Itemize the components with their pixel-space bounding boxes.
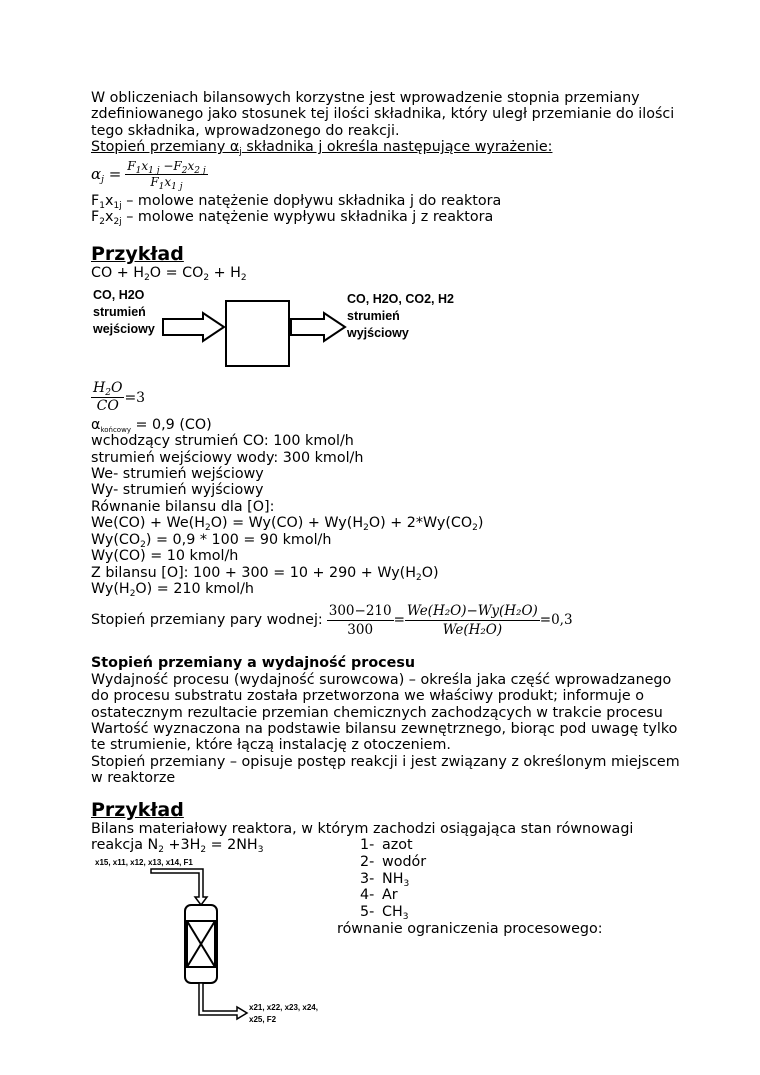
yield-line-5: te strumienie, które łączą instalację z otoczeniem. — [91, 737, 451, 754]
definition-f2x2j: $F_2x_{2j}$ – molowe natężenie wypływu składnika j z reaktora — [91, 209, 494, 228]
conversion-formula: $\alpha_j$ = $\frac{F_1x_{1 j} -F_2x_{2 j}}{F_1x_{1 j}}$ — [91, 159, 206, 193]
example-heading-2: Przykład — [91, 798, 184, 821]
yield-line-7: w reaktorze — [91, 770, 176, 787]
reaction-1: CO + $H_2O = CO_2 + H_2$ — [91, 265, 247, 284]
inlet-arrow — [163, 313, 224, 341]
example-heading-1: Przykład — [91, 243, 184, 266]
reactor-outlet-arrow — [199, 983, 247, 1019]
steam-conversion-line: Stopień przemiany pary wodnej: $\frac{300-210}{300}$ = $\frac{\text{We(H₂O)−Wy(H₂O)}}{\text{We(H₂O)}}$ =0,3 — [91, 602, 573, 638]
flow-diagram — [91, 287, 681, 377]
constraint-equation-label: równanie ograniczenia procesowego: — [337, 921, 603, 938]
yield-line-4: Wartość wyznaczona na podstawie bilansu zewnętrznego, biorąc pod uwagę tylko — [91, 720, 678, 737]
reactor-box — [226, 301, 289, 366]
intro-line-1: W obliczeniach bilansowych korzystne jest wprowadzenie stopnia przemiany — [91, 90, 640, 106]
wy-co-line: Wy(CO) = 10 kmol/h — [91, 548, 239, 565]
wy-h2o-line: $Wy(H_2O) = 210$ kmol/h — [91, 580, 254, 599]
alpha-final: $\alpha_{końcowy} = 0,9$ (CO) — [91, 416, 212, 434]
component-list — [360, 837, 426, 920]
intro-line-3: tego składnika, wprowadzonego do reakcji. — [91, 122, 400, 139]
list-item: 5- $CH_3$ — [360, 903, 409, 922]
outlet-label: CO, H2O, CO2, H2 strumień wyjściowy — [347, 291, 454, 340]
definition-f1x1j: $F_1x_{1j}$ – molowe natężenie dopływu składnika j do reaktora — [91, 192, 502, 211]
oxygen-balance-line: Z bilansu [O]: $100 + 300 = 10 + 290 + Wy(H_2O)$ — [91, 564, 439, 583]
reaction-2: reakcja $N_2 +3H_2 = 2NH_3$ — [91, 836, 264, 855]
wy-co2-line: $Wy(CO_2) = 0,9 * 100 = 90$ kmol/h — [91, 531, 332, 550]
definition-line: Stopień przemiany $\alpha_j$ składnika j określa następujące wyrażenie: — [91, 139, 553, 158]
list-item: 3- $NH_3$ — [360, 870, 410, 889]
list-item: 2- wodór — [360, 853, 427, 870]
yield-line-2: do procesu substratu została przetworzona we właściwy produkt; informuje o — [91, 688, 644, 705]
yield-line-3: ostatecznym rezultacie przemian chemicznych zachodzących w trakcie procesu — [91, 704, 663, 721]
yield-line-1: Wydajność procesu (wydajność surowcowa) – określa jaka część wprowadzanego — [91, 671, 672, 688]
oxygen-balance-equation: $We(CO) + We(H_2O) = Wy(CO) + Wy(H_2O) + 2*Wy(CO_2)$ — [91, 515, 484, 534]
material-balance-line: Bilans materiałowy reaktora, w którym zachodzi osiągająca stan równowagi — [91, 820, 634, 837]
yield-line-6: Stopień przemiany – opisuje postęp reakcji i jest związany z określonym miejscem — [91, 753, 680, 770]
inlet-label: CO, H2O strumień wejściowy — [93, 287, 155, 336]
list-item: 4- Ar — [360, 887, 398, 904]
inlet-water-flow: strumień wejściowy wody: 300 kmol/h — [91, 449, 364, 466]
reactor-outlet-label: x21, x22, x23, x24, x25, F2 — [249, 1003, 318, 1025]
intro-line-2: zdefiniowanego jako stosunek tej ilości składnika, który uległ przemianie do ilości — [91, 106, 675, 123]
we-definition: We- strumień wejściowy — [91, 466, 264, 483]
document-page — [91, 90, 681, 1033]
ratio-formula: $\frac{H_2O}{CO}$ =3 — [93, 380, 146, 415]
outlet-arrow — [291, 313, 345, 341]
balance-heading: Równanie bilansu dla [O]: — [91, 498, 275, 515]
list-item: 1- azot — [360, 837, 413, 854]
section-heading-yield: Stopień przemiany a wydajność procesu — [91, 655, 416, 672]
reactor-inlet-label: x15, x11, x12, x13, x14, F1 — [95, 858, 193, 868]
reactor-inlet-arrow — [151, 869, 207, 905]
wy-definition: Wy- strumień wyjściowy — [91, 482, 264, 499]
inlet-co-flow: wchodzący strumień CO: 100 kmol/h — [91, 433, 354, 450]
